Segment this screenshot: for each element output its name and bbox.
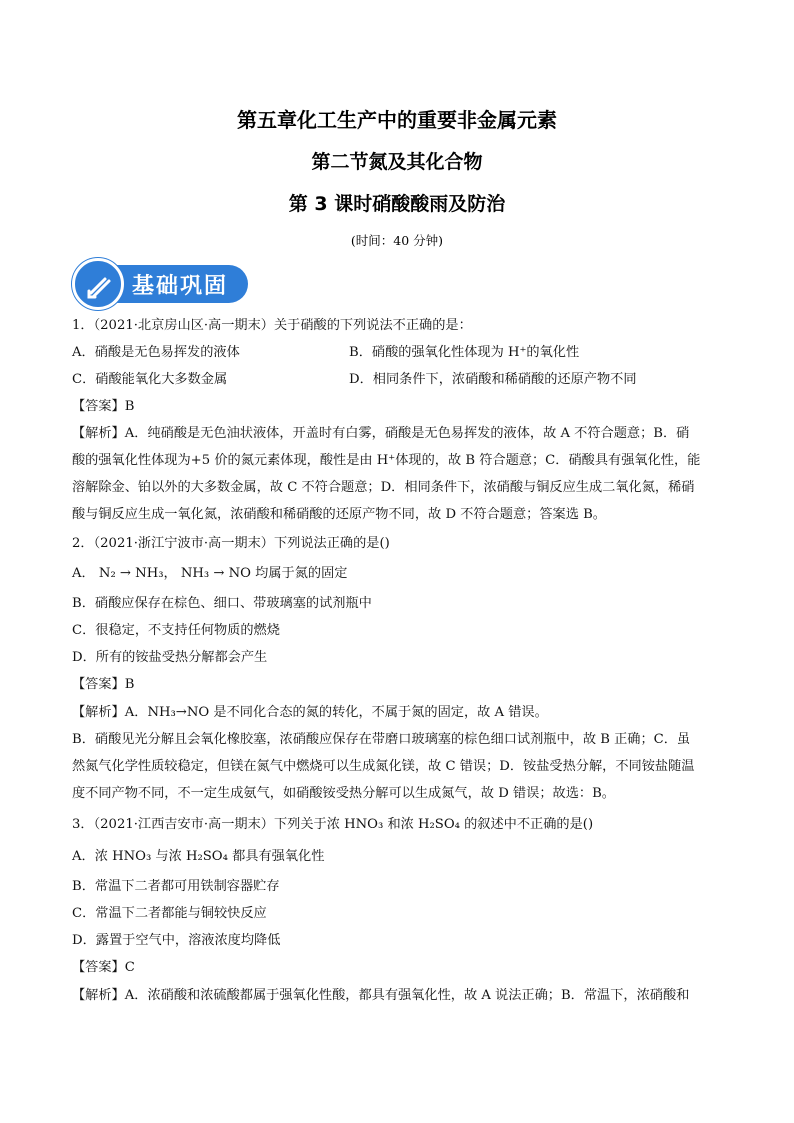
q3-option-b: B．常温下二者都可用铁制容器贮存 xyxy=(72,879,280,894)
lesson-title: 第 3 课时硝酸酸雨及防治 xyxy=(288,193,506,215)
time-limit: (时间：40 分钟) xyxy=(350,233,444,248)
section-title: 第二节氮及其化合物 xyxy=(311,151,483,173)
q2-explanation-3: 然氮气化学性质较稳定，但镁在氮气中燃烧可以生成氮化镁，故 C 错误；D．铵盐受热分解，不同铵盐随温 xyxy=(72,759,695,774)
q3-answer: 【答案】C xyxy=(72,960,135,975)
q1-stem: 1．（2021·北京房山区·高一期末）关于硝酸的下列说法不正确的是： xyxy=(72,318,472,333)
banner-label: 基础巩固 xyxy=(132,274,229,299)
q2-option-b: B．硝酸应保存在棕色、细口、带玻璃塞的试剂瓶中 xyxy=(72,596,372,611)
q2-stem: 2．（2021·浙江宁波市·高一期末）下列说法正确的是() xyxy=(72,536,390,551)
q1-explanation-1: 【解析】A．纯硝酸是无色油状液体，开盖时有白雾，硝酸是无色易挥发的液体，故 A 不符合题意；B．硝 xyxy=(72,426,690,441)
q1-explanation-4: 酸与铜反应生成一氧化氮，浓硝酸和稀硝酸的还原产物不同，故 D 不符合题意；答案选 B。 xyxy=(72,507,606,522)
q1-answer: 【答案】B xyxy=(72,399,135,414)
q1-option-b: B．硝酸的强氧化性体现为 H⁺的氧化性 xyxy=(349,345,580,360)
q3-option-a: A．浓 HNO₃ 与浓 H₂SO₄ 都具有强氧化性 xyxy=(72,849,325,864)
q3-explanation-1: 【解析】A．浓硝酸和浓硫酸都属于强氧化性酸，都具有强氧化性，故 A 说法正确；B．常温下，浓硝酸和 xyxy=(72,988,690,1003)
q1-explanation-3: 溶解除金、铂以外的大多数金属，故 C 不符合题意；D．相同条件下，浓硝酸与铜反应生成二氧化氮，稀硝 xyxy=(72,480,695,495)
q2-option-d: D．所有的铵盐受热分解都会产生 xyxy=(72,650,268,665)
q2-option-c: C．很稳定，不支持任何物质的燃烧 xyxy=(72,623,280,638)
q1-option-c: C．硝酸能氧化大多数金属 xyxy=(72,372,228,387)
section-banner xyxy=(72,258,250,310)
q1-option-a: A．硝酸是无色易挥发的液体 xyxy=(72,345,240,360)
q3-option-c: C．常温下二者都能与铜较快反应 xyxy=(72,906,267,921)
q1-option-d: D．相同条件下，浓硝酸和稀硝酸的还原产物不同 xyxy=(349,372,637,387)
q2-answer: 【答案】B xyxy=(72,677,135,692)
q2-explanation-4: 度不同产物不同，不一定生成氨气，如硝酸铵受热分解可以生成氮气，故 D 错误；故选：B。 xyxy=(72,786,615,801)
q2-explanation-2: B．硝酸见光分解且会氧化橡胶塞，浓硝酸应保存在带磨口玻璃塞的棕色细口试剂瓶中，故 B 正确；C．虽 xyxy=(72,732,691,747)
q3-option-d: D．露置于空气中，溶液浓度均降低 xyxy=(72,933,281,948)
q3-stem: 3．（2021·江西吉安市·高一期末）下列关于浓 HNO₃ 和浓 H₂SO₄ 的叙述中不正确的是() xyxy=(72,817,594,832)
q1-explanation-2: 酸的强氧化性体现为+5 价的氮元素体现，酸性是由 H⁺体现的，故 B 符合题意；C．硝酸具有强氧化性，能 xyxy=(72,453,701,468)
chapter-title: 第五章化工生产中的重要非金属元素 xyxy=(237,108,557,132)
q2-option-a: A． N₂ → NH₃， NH₃ → NO 均属于氮的固定 xyxy=(72,566,348,581)
pencil-icon xyxy=(72,258,124,310)
q2-explanation-1: 【解析】A．NH₃→NO 是不同化合态的氮的转化，不属于氮的固定，故 A 错误。 xyxy=(72,705,548,720)
